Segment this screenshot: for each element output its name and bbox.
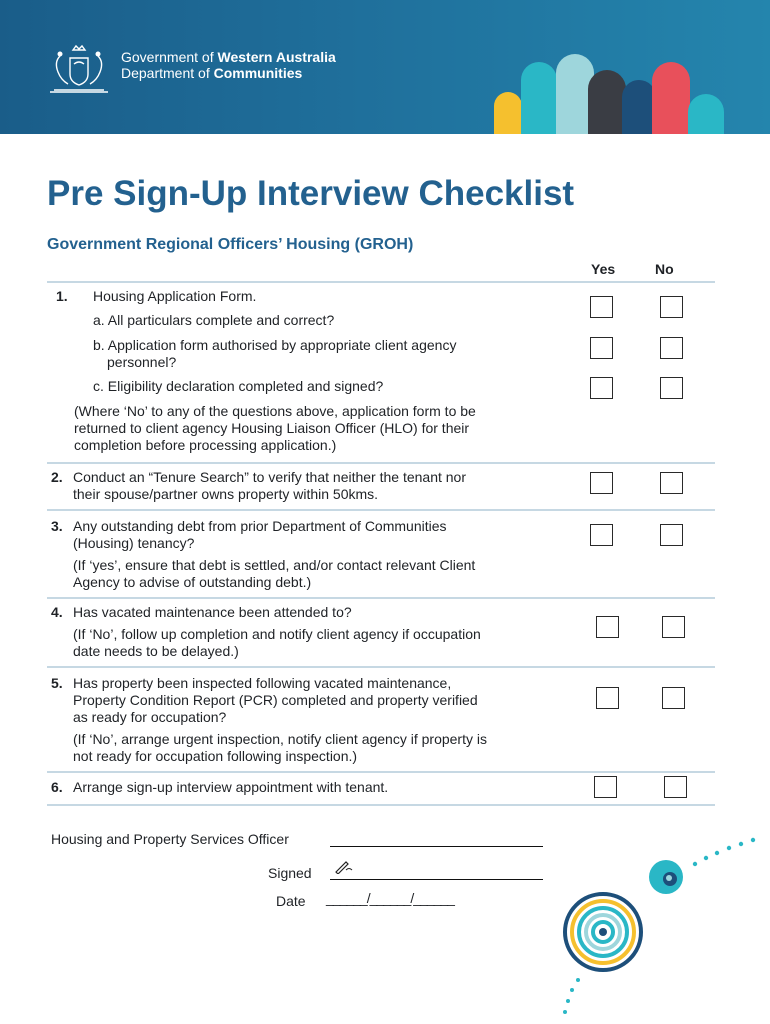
item-4-no-checkbox[interactable] [662,616,685,638]
pen-icon [334,860,356,874]
item-2-yes-checkbox[interactable] [590,472,613,494]
item-5-yes-checkbox[interactable] [596,687,619,709]
column-header-yes: Yes [591,261,616,277]
org-line1-prefix: Government of [121,49,218,65]
divider [47,771,715,773]
item-3-number: 3. [51,518,63,534]
item-6-line1: Arrange sign-up interview appointment with tenant. [73,779,389,795]
item-3-note-line2: Agency to advise of outstanding debt.) [73,574,312,590]
item-1c-text: c. Eligibility declaration completed and signed? [93,378,384,394]
item-1c-no-checkbox[interactable] [660,377,683,399]
org-line2-prefix: Department of [121,65,214,81]
bar-yellow [494,92,522,134]
bar-red [652,62,690,134]
date-field[interactable]: ______/______/______ [326,890,454,906]
divider [47,509,715,511]
item-1c-yes-checkbox[interactable] [590,377,613,399]
decorative-colour-bars [0,0,770,134]
item-2-number: 2. [51,469,63,485]
item-1-note-line2: returned to client agency Housing Liaison Officer (HLO) for their [74,420,470,436]
item-1-number: 1. [56,288,68,304]
officer-label: Housing and Property Services Officer [51,831,289,847]
item-1a-text: a. All particulars complete and correct? [93,312,335,328]
item-3-yes-checkbox[interactable] [590,524,613,546]
item-5-note-line1: (If ‘No’, arrange urgent inspection, notify client agency if property is [73,731,487,747]
item-4-note-line1: (If ‘No’, follow up completion and notify client agency if occupation [73,626,481,642]
item-2-no-checkbox[interactable] [660,472,683,494]
date-label: Date [276,893,306,909]
item-1b-no-checkbox[interactable] [660,337,683,359]
page-subtitle: Government Regional Officers’ Housing (GROH) [47,236,414,253]
item-1-note-line1: (Where ‘No’ to any of the questions above, application form to be [74,403,476,419]
org-line1-bold: Western Australia [217,49,336,65]
divider [47,597,715,599]
bar-dark [588,70,626,134]
signature-field[interactable] [330,879,543,880]
item-2-line1: Conduct an “Tenure Search” to verify that neither the tenant nor [73,469,467,485]
page-title: Pre Sign-Up Interview Checklist [47,174,575,213]
item-4-number: 4. [51,604,63,620]
page-header [0,0,770,134]
item-5-line2: Property Condition Report (PCR) completed and property verified [73,692,478,708]
item-1a-yes-checkbox[interactable] [590,296,613,318]
item-1-note-line3: completion before processing application.) [74,437,337,453]
item-1b-text: b. Application form authorised by appropriate client agency [93,337,457,353]
item-3-note-line1: (If ‘yes’, ensure that debt is settled, and/or contact relevant Client [73,557,476,573]
item-3-no-checkbox[interactable] [660,524,683,546]
item-4-yes-checkbox[interactable] [596,616,619,638]
item-5-line3: as ready for occupation? [73,709,227,725]
bar-teal-1 [521,62,557,134]
item-5-number: 5. [51,675,63,691]
item-4-note-line2: date needs to be delayed.) [73,643,239,659]
signed-label: Signed [268,865,312,881]
divider [47,804,715,806]
item-3-line2: (Housing) tenancy? [73,535,195,551]
item-1-heading: Housing Application Form. [93,288,257,304]
item-1a-no-checkbox[interactable] [660,296,683,318]
divider [47,666,715,668]
item-6-no-checkbox[interactable] [664,776,687,798]
item-5-no-checkbox[interactable] [662,687,685,709]
item-6-number: 6. [51,779,63,795]
divider [47,462,715,464]
divider [47,281,715,283]
column-header-no: No [655,261,674,277]
item-4-line1: Has vacated maintenance been attended to? [73,604,352,620]
item-5-note-line2: not ready for occupation following inspection.) [73,748,358,764]
item-6-yes-checkbox[interactable] [594,776,617,798]
item-1b-yes-checkbox[interactable] [590,337,613,359]
item-1b-text-cont: personnel? [107,354,177,370]
bar-navy [622,80,656,134]
bar-teal-2 [688,94,724,134]
item-5-line1: Has property been inspected following vacated maintenance, [73,675,452,691]
item-2-line2: their spouse/partner owns property within 50kms. [73,486,379,502]
item-3-line1: Any outstanding debt from prior Department of Communities [73,518,447,534]
decorative-dot-circles [548,820,770,1024]
org-line2-bold: Communities [213,65,303,81]
officer-name-field[interactable] [330,846,543,847]
